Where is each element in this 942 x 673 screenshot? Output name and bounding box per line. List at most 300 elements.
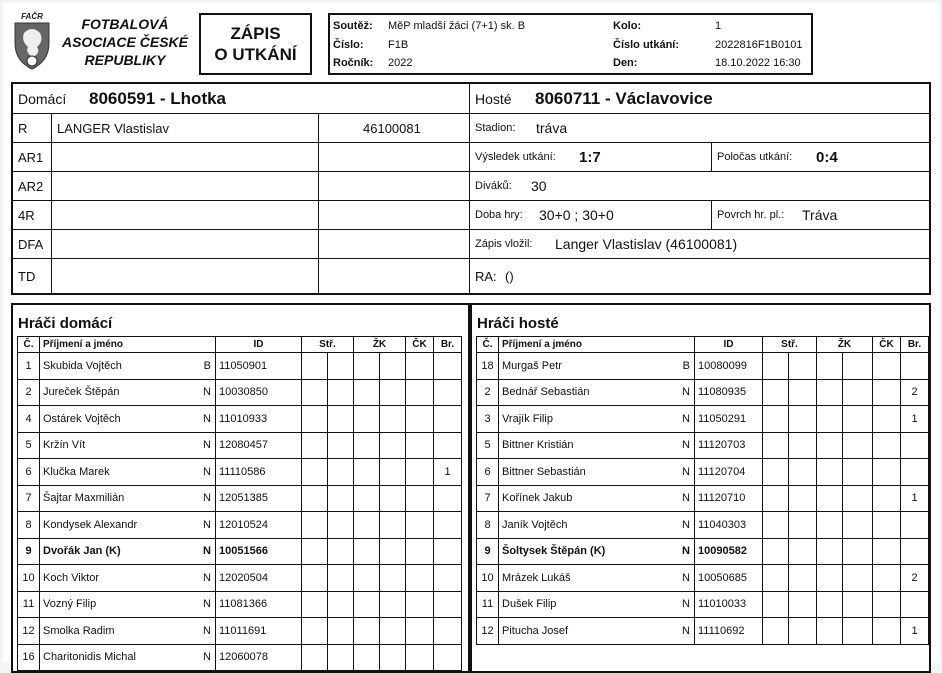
player-zk-1 <box>817 353 843 380</box>
player-zk-1 <box>354 406 380 433</box>
player-flag: N <box>203 518 211 531</box>
player-flag: N <box>682 518 690 531</box>
player-str-1 <box>763 432 789 459</box>
player-zk-2 <box>843 406 873 433</box>
stadion-value: tráva <box>536 120 568 136</box>
player-id: 11010033 <box>695 591 763 618</box>
report-title-line-2: O UTKÁNÍ <box>214 45 297 64</box>
player-str-1 <box>763 459 789 486</box>
player-row <box>18 512 462 539</box>
player-name: Kondysek Alexandr <box>43 518 138 531</box>
player-flag: B <box>203 359 211 372</box>
player-ck <box>406 406 434 433</box>
player-goals <box>434 432 462 459</box>
official-role: R <box>18 120 28 136</box>
player-name-cell <box>499 406 695 433</box>
player-row <box>18 379 462 406</box>
official-row-dfa <box>13 230 929 259</box>
player-str-2 <box>789 591 817 618</box>
player-number: 12 <box>18 618 40 645</box>
player-number: 7 <box>477 485 499 512</box>
player-number: 10 <box>477 565 499 592</box>
player-zk-1 <box>354 432 380 459</box>
player-ck <box>406 353 434 380</box>
facr-logo <box>11 11 53 71</box>
player-str-1 <box>763 538 789 565</box>
official-role: DFA <box>18 236 44 252</box>
official-role: AR2 <box>18 178 44 194</box>
player-str-2 <box>328 512 354 539</box>
player-zk-2 <box>843 353 873 380</box>
player-zk-2 <box>380 591 406 618</box>
player-number: 5 <box>477 432 499 459</box>
player-name: Jureček Štěpán <box>43 386 120 399</box>
player-id: 11110692 <box>695 618 763 645</box>
divaku-value: 30 <box>531 178 547 194</box>
official-row-ar2 <box>13 172 929 201</box>
player-ck <box>406 512 434 539</box>
player-id: 11040303 <box>695 512 763 539</box>
official-role: 4R <box>18 207 35 223</box>
player-str-2 <box>328 591 354 618</box>
player-str-1 <box>763 353 789 380</box>
player-zk-2 <box>380 538 406 565</box>
org-line-3: REPUBLIKY <box>84 52 166 68</box>
player-flag: N <box>203 624 211 637</box>
official-row-td <box>13 259 929 293</box>
kolo-label: Kolo: <box>613 20 642 32</box>
player-row <box>18 644 462 671</box>
player-zk-2 <box>380 512 406 539</box>
player-ck <box>406 538 434 565</box>
home-label: Domácí <box>18 90 67 107</box>
player-name-cell <box>499 538 695 565</box>
player-goals <box>901 538 929 565</box>
official-row-ar1 <box>13 143 929 172</box>
player-zk-1 <box>354 353 380 380</box>
player-zk-1 <box>817 565 843 592</box>
player-goals <box>434 644 462 671</box>
player-str-1 <box>302 432 328 459</box>
player-name-cell <box>499 591 695 618</box>
organization-name <box>61 15 189 69</box>
player-flag: N <box>203 545 211 558</box>
player-zk-2 <box>380 618 406 645</box>
rocnik-value: 2022 <box>388 57 413 69</box>
player-ck <box>873 618 901 645</box>
player-flag: B <box>682 359 690 372</box>
report-title-line-1: ZÁPIS <box>230 24 281 43</box>
player-zk-1 <box>817 406 843 433</box>
player-row <box>477 353 929 380</box>
player-str-1 <box>302 644 328 671</box>
player-zk-2 <box>843 538 873 565</box>
official-row-r <box>13 114 929 143</box>
stadion-label: Stadion: <box>475 122 516 134</box>
player-name: Vozný Filip <box>43 598 97 611</box>
player-name-cell <box>40 406 216 433</box>
player-name-cell <box>499 512 695 539</box>
doba-value: 30+0 ; 30+0 <box>539 207 614 223</box>
player-ck <box>873 459 901 486</box>
player-name: Charitonidis Michal <box>43 651 136 664</box>
player-goals <box>901 353 929 380</box>
player-name: Mrázek Lukáš <box>502 571 571 584</box>
player-row <box>477 406 929 433</box>
player-row <box>18 406 462 433</box>
player-id: 10050685 <box>695 565 763 592</box>
col-id: ID <box>695 337 763 353</box>
polocas-label: Poločas utkání: <box>717 151 793 163</box>
player-number: 16 <box>18 644 40 671</box>
player-zk-1 <box>354 485 380 512</box>
player-str-1 <box>763 512 789 539</box>
player-zk-1 <box>354 644 380 671</box>
away-players-table <box>476 336 929 645</box>
away-players-title: Hráči hosté <box>477 315 559 332</box>
player-name: Ostárek Vojtěch <box>43 412 121 425</box>
player-str-1 <box>763 485 789 512</box>
player-number: 7 <box>18 485 40 512</box>
player-zk-2 <box>380 644 406 671</box>
player-name: Kržín Vít <box>43 439 86 452</box>
player-zk-1 <box>354 618 380 645</box>
povrch-value: Tráva <box>802 207 838 223</box>
player-str-2 <box>789 353 817 380</box>
player-goals: 1 <box>901 485 929 512</box>
player-zk-1 <box>354 591 380 618</box>
player-ck <box>406 618 434 645</box>
player-name: Smolka Radim <box>43 624 115 637</box>
vysledek-label: Výsledek utkání: <box>475 151 556 163</box>
player-goals <box>434 538 462 565</box>
player-ck <box>873 591 901 618</box>
player-str-1 <box>763 379 789 406</box>
player-zk-2 <box>843 512 873 539</box>
player-row <box>477 379 929 406</box>
player-ck <box>873 538 901 565</box>
player-ck <box>406 459 434 486</box>
player-flag: N <box>682 492 690 505</box>
player-str-1 <box>302 538 328 565</box>
player-name-cell <box>40 379 216 406</box>
player-str-2 <box>328 353 354 380</box>
player-str-1 <box>302 485 328 512</box>
report-title <box>199 13 312 75</box>
player-zk-2 <box>843 432 873 459</box>
player-flag: N <box>682 439 690 452</box>
player-flag: N <box>682 386 690 399</box>
player-number: 2 <box>18 379 40 406</box>
player-row <box>477 618 929 645</box>
col-str: Stř. <box>302 337 354 353</box>
player-goals: 1 <box>434 459 462 486</box>
player-goals: 2 <box>901 565 929 592</box>
player-zk-1 <box>354 538 380 565</box>
home-team-name: 8060591 - Lhotka <box>89 88 227 108</box>
player-goals <box>434 353 462 380</box>
player-number: 6 <box>18 459 40 486</box>
col-zk: ŽK <box>354 337 406 353</box>
player-str-2 <box>789 618 817 645</box>
player-ck <box>406 591 434 618</box>
player-goals: 1 <box>901 406 929 433</box>
ra-value: () <box>505 268 514 284</box>
player-number: 10 <box>18 565 40 592</box>
soutez-label: Soutěž: <box>333 20 373 32</box>
col-str: Stř. <box>763 337 817 353</box>
match-info-box <box>328 13 813 75</box>
player-name: Šajtar Maxmilián <box>43 492 125 505</box>
player-str-1 <box>302 512 328 539</box>
player-str-2 <box>789 565 817 592</box>
player-str-2 <box>789 538 817 565</box>
officials-block <box>11 82 931 295</box>
cislo-utkani-label: Číslo utkání: <box>613 39 680 51</box>
player-zk-2 <box>380 406 406 433</box>
official-row-4r <box>13 201 929 230</box>
player-goals <box>901 432 929 459</box>
player-str-2 <box>789 485 817 512</box>
player-row <box>477 432 929 459</box>
player-goals <box>434 591 462 618</box>
player-str-1 <box>302 459 328 486</box>
player-ck <box>873 432 901 459</box>
player-zk-1 <box>354 459 380 486</box>
col-zk: ŽK <box>817 337 873 353</box>
player-row <box>477 485 929 512</box>
player-id: 10051566 <box>216 538 302 565</box>
player-name: Vrajík Filip <box>502 412 553 425</box>
player-flag: N <box>203 651 211 664</box>
player-flag: N <box>203 465 211 478</box>
player-number: 12 <box>477 618 499 645</box>
player-name-cell <box>40 644 216 671</box>
cislo-utkani-value: 2022816F1B0101 <box>715 39 803 51</box>
player-id: 11010933 <box>216 406 302 433</box>
player-name-cell <box>499 459 695 486</box>
player-flag: N <box>682 412 690 425</box>
player-ck <box>406 432 434 459</box>
player-goals <box>434 565 462 592</box>
player-number: 5 <box>18 432 40 459</box>
player-zk-2 <box>843 459 873 486</box>
player-name: Skubida Vojtěch <box>43 359 122 372</box>
player-id: 10030850 <box>216 379 302 406</box>
home-players-table <box>17 336 462 671</box>
player-name-cell <box>499 485 695 512</box>
player-flag: N <box>203 492 211 505</box>
player-flag: N <box>682 465 690 478</box>
player-id: 10090582 <box>695 538 763 565</box>
away-label: Hosté <box>475 90 512 107</box>
player-zk-1 <box>817 618 843 645</box>
player-id: 12080457 <box>216 432 302 459</box>
player-str-2 <box>789 379 817 406</box>
player-str-1 <box>302 353 328 380</box>
player-str-2 <box>789 459 817 486</box>
player-goals <box>901 591 929 618</box>
home-players-title: Hráči domácí <box>18 315 113 332</box>
player-name: Pitucha Josef <box>502 624 569 637</box>
player-name-cell <box>40 485 216 512</box>
player-goals <box>434 379 462 406</box>
home-players-panel <box>11 303 470 673</box>
player-ck <box>873 353 901 380</box>
player-row <box>18 591 462 618</box>
player-id: 11081366 <box>216 591 302 618</box>
player-ck <box>406 485 434 512</box>
player-flag: N <box>682 545 690 558</box>
player-name-cell <box>40 459 216 486</box>
player-str-1 <box>302 379 328 406</box>
soutez-value: MěP mladší žáci (7+1) sk. B <box>388 20 526 32</box>
player-ck <box>873 406 901 433</box>
player-name: Dušek Filip <box>502 598 557 611</box>
match-report-page <box>3 3 939 663</box>
official-name: LANGER Vlastislav <box>57 120 169 136</box>
player-zk-2 <box>843 565 873 592</box>
player-str-2 <box>328 538 354 565</box>
player-zk-1 <box>817 538 843 565</box>
doba-label: Doba hry: <box>475 209 523 221</box>
player-flag: N <box>203 598 211 611</box>
player-name: Klučka Marek <box>43 465 110 478</box>
player-number: 8 <box>18 512 40 539</box>
player-str-1 <box>302 591 328 618</box>
player-row <box>477 591 929 618</box>
col-br: Br. <box>901 337 929 353</box>
player-name-cell <box>40 432 216 459</box>
player-str-2 <box>328 565 354 592</box>
player-name-cell <box>499 353 695 380</box>
player-name-cell <box>40 512 216 539</box>
player-id: 11120703 <box>695 432 763 459</box>
player-str-1 <box>302 618 328 645</box>
player-row <box>18 565 462 592</box>
player-str-1 <box>763 618 789 645</box>
col-number: Č. <box>477 337 499 353</box>
player-name-cell <box>499 618 695 645</box>
player-str-2 <box>328 618 354 645</box>
player-name-cell <box>40 591 216 618</box>
player-zk-2 <box>380 432 406 459</box>
player-str-2 <box>789 432 817 459</box>
den-label: Den: <box>613 57 638 69</box>
col-id: ID <box>216 337 302 353</box>
divaku-label: Diváků: <box>475 180 512 192</box>
player-zk-2 <box>843 485 873 512</box>
player-zk-1 <box>817 512 843 539</box>
player-zk-1 <box>817 432 843 459</box>
official-role: TD <box>18 268 36 284</box>
povrch-label: Povrch hr. pl.: <box>717 209 785 221</box>
teams-row <box>13 84 929 114</box>
player-goals <box>434 406 462 433</box>
player-str-2 <box>789 406 817 433</box>
player-ck <box>873 379 901 406</box>
player-zk-1 <box>817 485 843 512</box>
vysledek-value: 1:7 <box>579 148 601 166</box>
player-zk-2 <box>380 379 406 406</box>
cislo-value: F1B <box>388 39 409 51</box>
player-number: 2 <box>477 379 499 406</box>
player-zk-2 <box>843 591 873 618</box>
player-str-2 <box>328 485 354 512</box>
player-ck <box>406 644 434 671</box>
player-number: 3 <box>477 406 499 433</box>
player-name-cell <box>499 379 695 406</box>
player-zk-2 <box>380 459 406 486</box>
player-ck <box>873 512 901 539</box>
player-name: Kořínek Jakub <box>502 492 573 505</box>
player-id: 11050901 <box>216 353 302 380</box>
player-flag: N <box>203 386 211 399</box>
player-str-1 <box>763 591 789 618</box>
player-flag: N <box>682 571 690 584</box>
player-id: 11011691 <box>216 618 302 645</box>
player-goals <box>901 512 929 539</box>
player-row <box>477 538 929 565</box>
player-zk-1 <box>354 512 380 539</box>
player-ck <box>406 565 434 592</box>
official-role: AR1 <box>18 149 44 165</box>
player-number: 11 <box>18 591 40 618</box>
player-str-2 <box>328 406 354 433</box>
player-row <box>477 459 929 486</box>
player-row <box>18 538 462 565</box>
player-id: 11120710 <box>695 485 763 512</box>
player-zk-1 <box>817 379 843 406</box>
col-ck: ČK <box>406 337 434 353</box>
player-str-2 <box>328 432 354 459</box>
player-id: 12020504 <box>216 565 302 592</box>
player-name: Koch Viktor <box>43 571 100 584</box>
col-number: Č. <box>18 337 40 353</box>
player-ck <box>873 565 901 592</box>
player-flag: N <box>682 598 690 611</box>
player-name-cell <box>40 618 216 645</box>
player-name: Murgaš Petr <box>502 359 562 372</box>
player-number: 1 <box>18 353 40 380</box>
player-str-1 <box>302 406 328 433</box>
player-goals <box>434 618 462 645</box>
player-zk-2 <box>380 485 406 512</box>
player-name: Bittner Sebastián <box>502 465 586 478</box>
player-str-1 <box>763 406 789 433</box>
player-name-cell <box>499 565 695 592</box>
player-ck <box>873 485 901 512</box>
player-str-2 <box>328 459 354 486</box>
player-name: Bittner Kristián <box>502 439 574 452</box>
player-number: 6 <box>477 459 499 486</box>
player-number: 9 <box>18 538 40 565</box>
player-str-1 <box>763 565 789 592</box>
player-flag: N <box>203 439 211 452</box>
player-name: Bednář Sebastián <box>502 386 590 399</box>
player-zk-2 <box>843 379 873 406</box>
player-zk-1 <box>817 591 843 618</box>
player-flag: N <box>682 624 690 637</box>
player-number: 8 <box>477 512 499 539</box>
player-number: 18 <box>477 353 499 380</box>
player-zk-1 <box>354 379 380 406</box>
player-row <box>18 485 462 512</box>
player-goals <box>434 485 462 512</box>
polocas-value: 0:4 <box>816 148 838 166</box>
player-row <box>477 512 929 539</box>
player-flag: N <box>203 412 211 425</box>
